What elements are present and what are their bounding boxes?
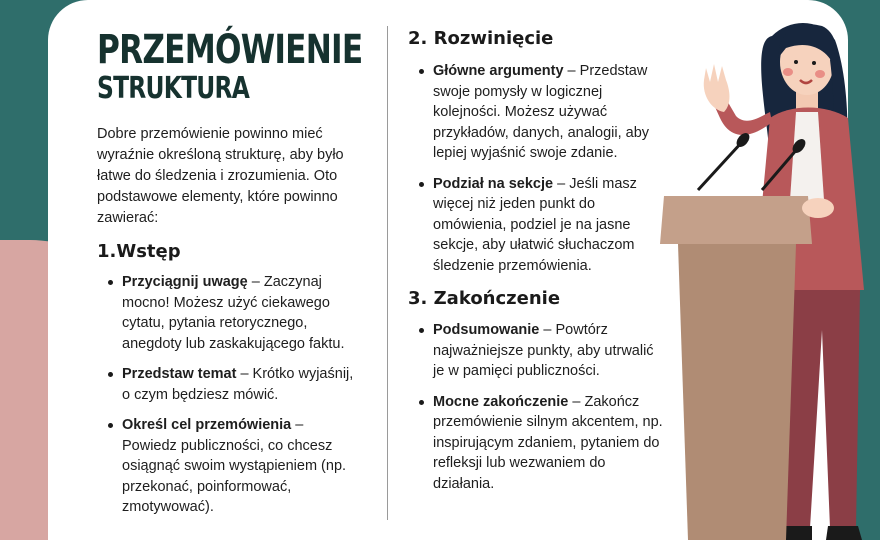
- section-intro-list: [122, 272, 362, 528]
- item-text: – Przedstaw swoje pomysły w logicznej kolejności. Możesz używać przykładów, danych, analogii, aby lepiej wyjaśnić swoje zdanie.: [433, 63, 650, 161]
- list-item: [433, 320, 668, 382]
- item-text: – Jeśli masz więcej niż jeden punkt do omówienia, podziel je na jasne sekcje, aby ułatwić słuchaczom śledzenie przemówienia.: [433, 175, 637, 274]
- item-text: – Zakończ przemówienie silnym akcentem, np. inspirującym zdaniem, pytaniem do refleksji lub wezwaniem do działania.: [433, 393, 663, 492]
- item-term: Podsumowanie: [433, 322, 540, 338]
- section-heading-ending: 3. Zakończenie: [408, 288, 561, 309]
- item-term: Podział na sekcje: [433, 175, 554, 192]
- title-line-1: PRZEMÓWIENIE: [97, 27, 363, 73]
- item-term: Mocne zakończenie: [433, 393, 569, 410]
- item-text: – Powiedz publiczności, co chcesz osiągnąć swoim wystąpieniem (np. przekonać, poinformować, zmotywować).: [122, 417, 347, 515]
- section-body-list: [433, 61, 668, 286]
- column-divider: [387, 26, 388, 520]
- list-item: [122, 272, 362, 354]
- item-text: – Powtórz najważniejsze punkty, aby utrwalić je w pamięci publiczności.: [433, 322, 654, 379]
- intro-paragraph: Dobre przemówienie powinno mieć wyraźnie określoną strukturę, aby było łatwe do śledzenia i zrozumienia. Oto podstawowe elementy, które powinno zawierać:: [97, 126, 344, 226]
- section-ending-list: [433, 320, 668, 504]
- list-item: [433, 61, 668, 164]
- list-item: [122, 415, 362, 518]
- item-term: Główne argumenty: [433, 63, 564, 79]
- list-item: [433, 174, 668, 277]
- item-term: Przedstaw temat: [122, 366, 237, 382]
- woman-speaking-at-podium-icon: [650, 0, 880, 540]
- section-heading-intro: 1.Wstęp: [97, 241, 181, 262]
- title-line-2: STRUKTURA: [97, 71, 250, 106]
- item-term: Określ cel przemówienia: [122, 417, 292, 433]
- item-text: – Zaczynaj mocno! Możesz użyć ciekawego cytatu, pytania retorycznego, anegdoty lub zaskakującego faktu.: [122, 274, 345, 352]
- section-heading-body: 2. Rozwinięcie: [408, 28, 554, 49]
- item-text: – Krótko wyjaśnij, o czym będziesz mówić.: [122, 366, 354, 403]
- list-item: [433, 392, 668, 495]
- item-term: Przyciągnij uwagę: [122, 274, 248, 290]
- page-title: [97, 28, 362, 106]
- list-item: [122, 364, 362, 405]
